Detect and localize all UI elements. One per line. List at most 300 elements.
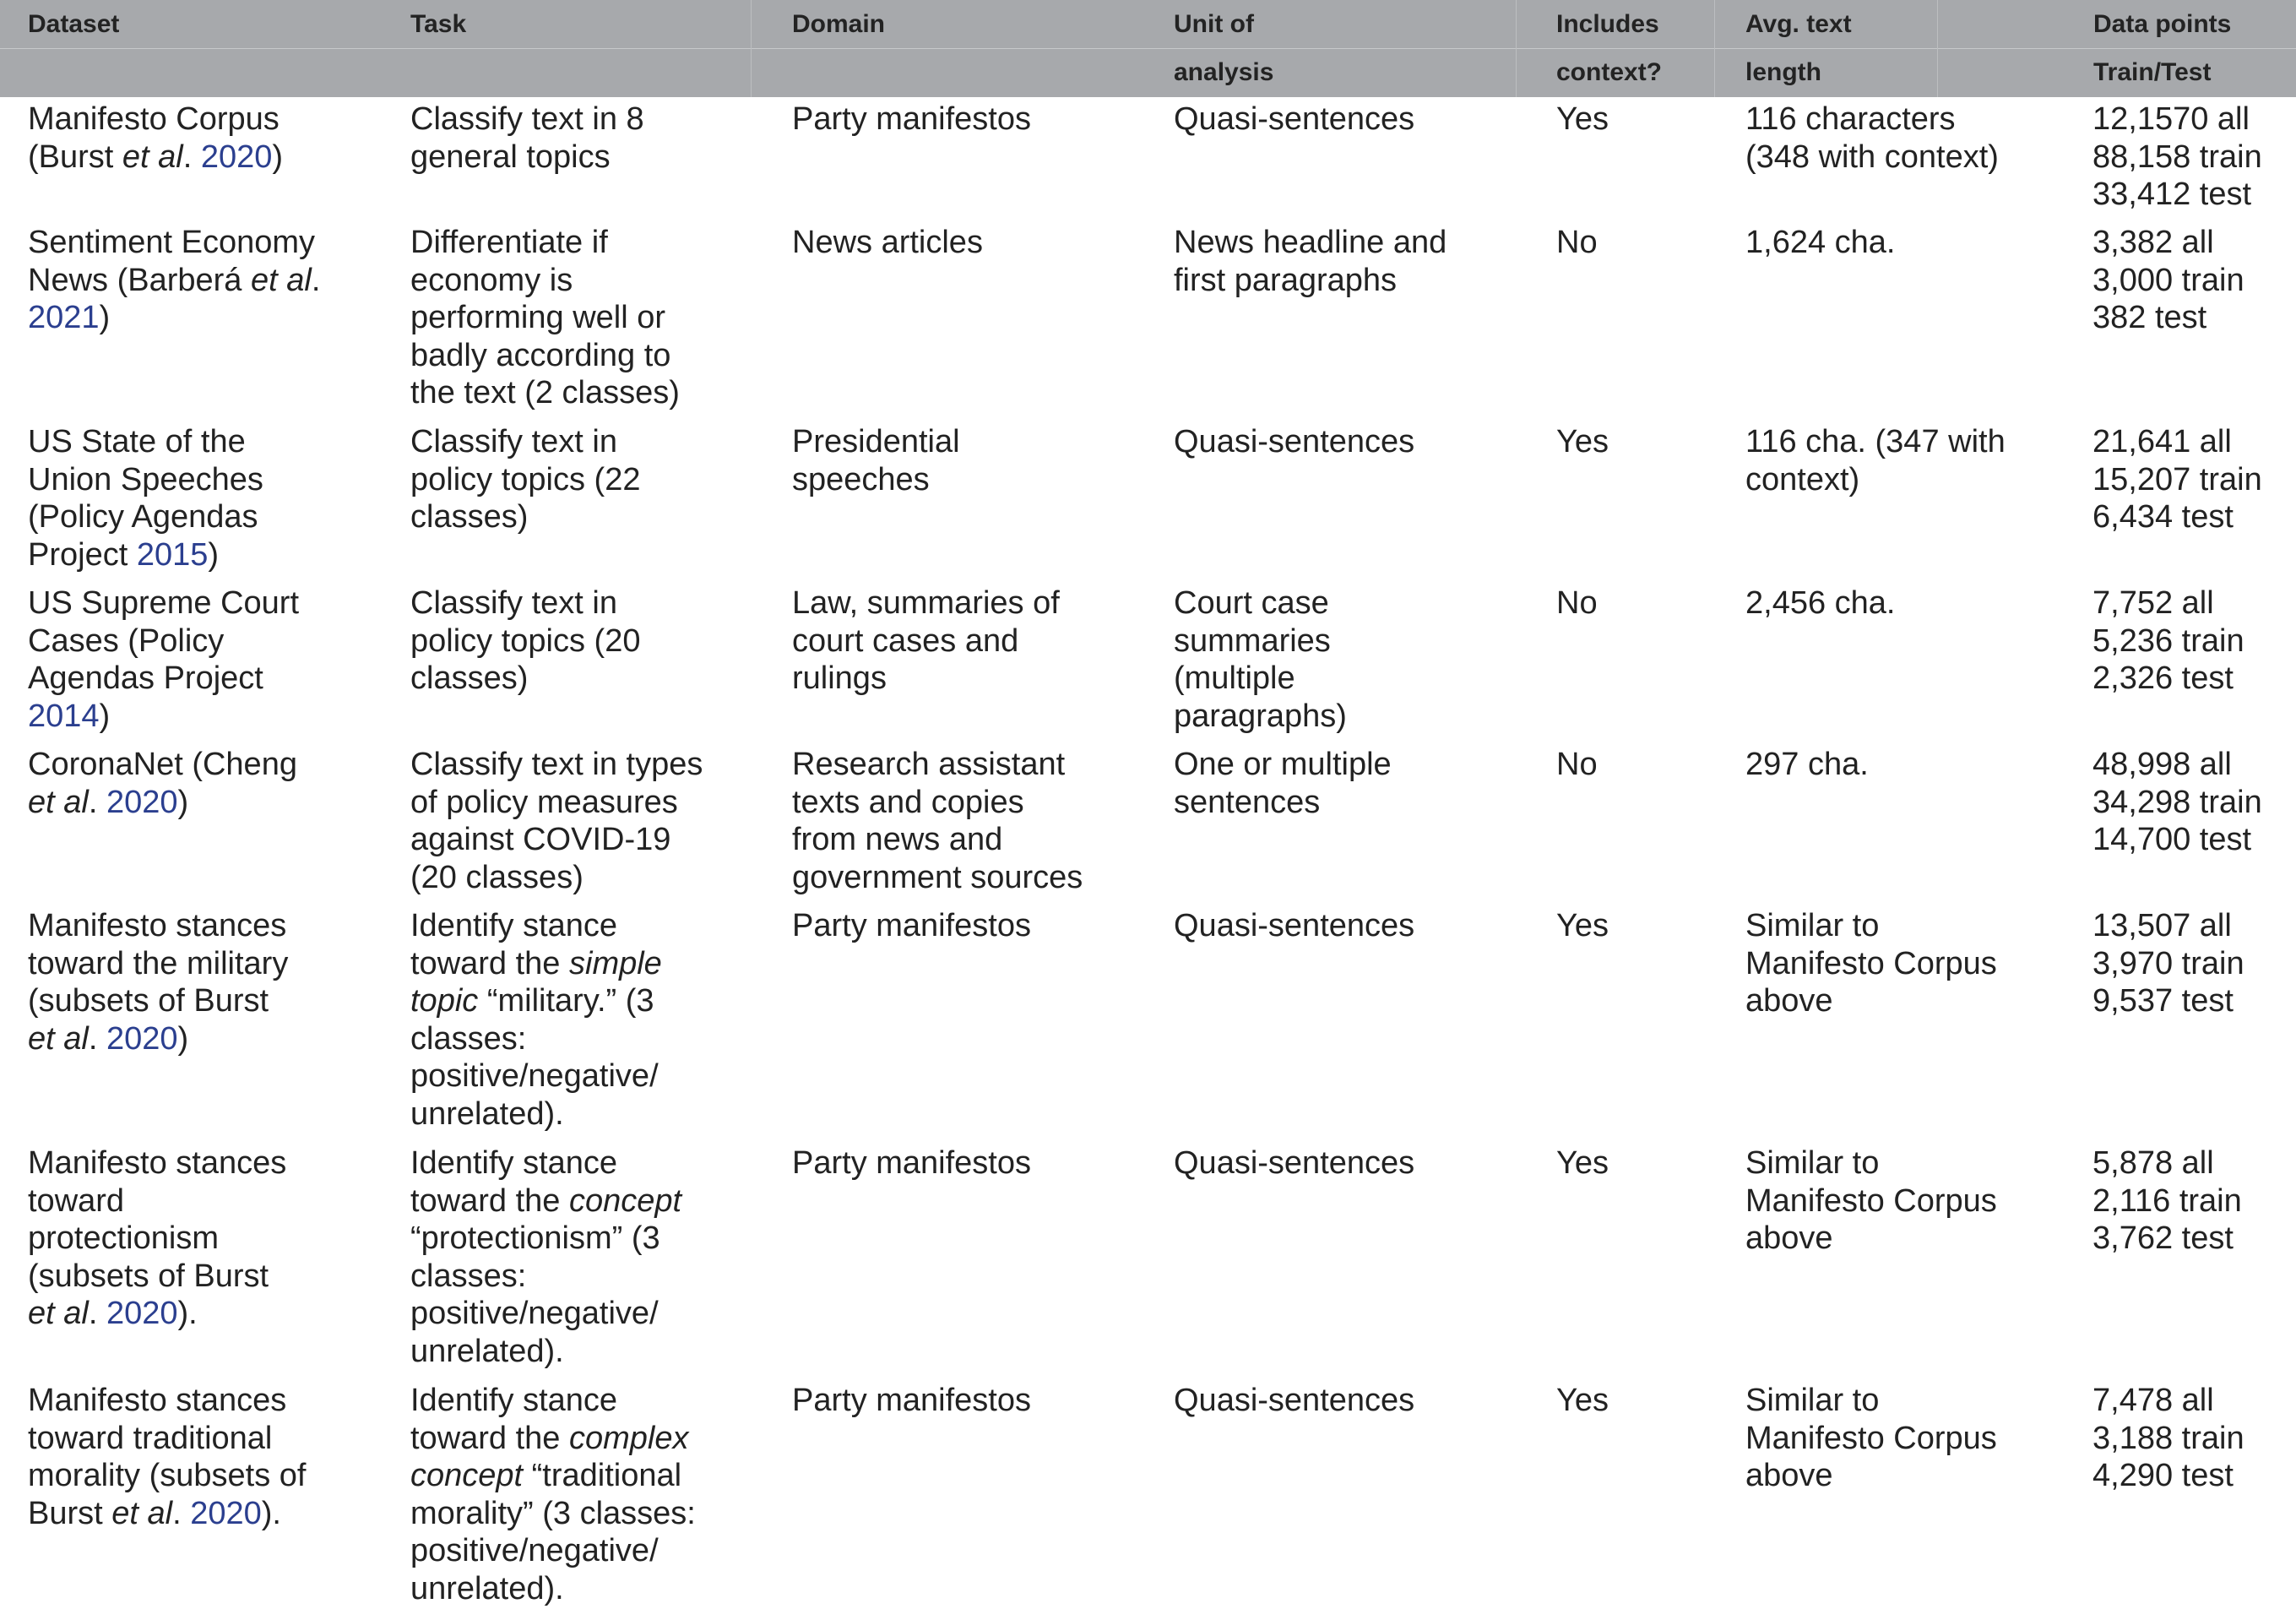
- cell-line: [2092, 423, 2262, 461]
- cell-task: [410, 423, 640, 536]
- cell-text: Burst: [28, 1495, 112, 1531]
- cell-line: [28, 536, 263, 574]
- cell-task: [410, 1144, 681, 1370]
- cell-line: [28, 746, 297, 784]
- cell-line: [410, 374, 680, 412]
- cell-text: toward traditional: [28, 1420, 273, 1456]
- cell-line: [28, 224, 320, 262]
- cell-text: 9,537 test: [2092, 983, 2234, 1019]
- cell-text: Classify text in: [410, 585, 617, 621]
- cell-line: [410, 784, 703, 822]
- table-header: [0, 0, 2296, 97]
- cell-line: [28, 423, 263, 461]
- cell-context: [1556, 423, 1609, 461]
- cell-text: against COVID-19: [410, 822, 671, 857]
- cell-text: 7,752 all: [2092, 585, 2214, 621]
- cell-text: No: [1556, 585, 1598, 621]
- cell-line: [410, 1220, 681, 1258]
- cell-line: [410, 1333, 681, 1371]
- cell-line: [2092, 1420, 2244, 1458]
- cell-text: badly according to: [410, 337, 671, 373]
- cell-length: [1745, 224, 1895, 262]
- cell-text: general topics: [410, 139, 611, 175]
- cell-text: Classify text in: [410, 424, 617, 459]
- cell-text: .: [311, 262, 321, 298]
- cell-text: Cases (Policy: [28, 622, 225, 659]
- cell-dataset: [28, 224, 320, 337]
- cell-text: 34,298 train: [2092, 784, 2262, 820]
- cell-line: [2092, 982, 2244, 1020]
- cell-domain: [792, 907, 1031, 945]
- cell-context: [1556, 1144, 1609, 1182]
- cell-line: [28, 784, 297, 822]
- cell-text: sentences: [1174, 784, 1321, 820]
- cell-text: Party manifestos: [792, 1383, 1031, 1418]
- cell-line: [1556, 1382, 1609, 1420]
- italic-text: et al: [111, 1495, 173, 1531]
- cell-text: 48,998 all: [2092, 747, 2232, 782]
- cell-text: 3,188 train: [2092, 1420, 2244, 1456]
- cell-text: Manifesto stances: [28, 1145, 287, 1181]
- header-label: Dataset: [28, 10, 120, 38]
- cell-text: government sources: [792, 859, 1083, 895]
- cell-dataset: [28, 423, 263, 573]
- cell-line: [410, 461, 640, 499]
- cell-text: 5,878 all: [2092, 1145, 2214, 1181]
- header-label-line2: [410, 48, 466, 96]
- header-label-line2: context?: [1556, 58, 1663, 86]
- cell-line: [410, 859, 703, 897]
- cell-text: context): [1745, 461, 1860, 497]
- cell-text: .: [172, 1495, 191, 1531]
- header-label-line2: [28, 48, 119, 96]
- header-label: Unit of: [1174, 10, 1254, 38]
- cell-text: 3,762 test: [2092, 1220, 2234, 1256]
- cell-length: [1745, 423, 2006, 498]
- cell-text: 3,000 train: [2092, 262, 2244, 298]
- cell-text: from news and: [792, 822, 1003, 857]
- cell-points: [2092, 584, 2244, 698]
- cell-text: .: [88, 1296, 106, 1331]
- header-label-line2: analysis: [1174, 58, 1274, 86]
- cell-text: morality (subsets of: [28, 1458, 307, 1493]
- cell-text: toward the: [410, 1420, 569, 1456]
- cell-line: [1556, 746, 1598, 784]
- cell-text: unrelated).: [410, 1570, 564, 1606]
- cell-line: [410, 337, 680, 375]
- cell-line: [28, 1220, 286, 1258]
- cell-text: News headline and: [1174, 225, 1447, 260]
- cell-text: Classify text in 8: [410, 101, 644, 137]
- cell-text: classes): [410, 660, 529, 696]
- cell-line: [1556, 101, 1609, 139]
- cell-text: first paragraphs: [1174, 262, 1398, 298]
- cell-text: Identify stance: [410, 1145, 618, 1181]
- cell-text: Yes: [1556, 908, 1609, 943]
- header-column-divider: [1714, 0, 1715, 97]
- cell-text: economy is: [410, 262, 573, 298]
- cell-line: [410, 945, 662, 983]
- cell-text: 3,970 train: [2092, 945, 2244, 981]
- cell-text: Research assistant: [792, 747, 1066, 782]
- cell-unit: [1174, 907, 1414, 945]
- cell-line: [410, 299, 680, 337]
- cell-text: US Supreme Court: [28, 585, 300, 621]
- cell-line: [2092, 1382, 2244, 1420]
- cell-domain: [792, 746, 1083, 896]
- cell-length: [1745, 907, 1997, 1020]
- cell-text: (Policy Agendas: [28, 499, 258, 535]
- cell-text: News articles: [792, 225, 983, 260]
- cell-line: [1174, 262, 1447, 300]
- cell-unit: [1174, 423, 1414, 461]
- cell-line: [28, 1258, 286, 1296]
- cell-task: [410, 907, 662, 1133]
- cell-line: [28, 1144, 286, 1182]
- cell-line: [1745, 907, 1997, 945]
- cell-line: [28, 498, 263, 536]
- cell-dataset: [28, 1144, 286, 1333]
- cell-line: [1556, 584, 1598, 622]
- italic-text: complex: [569, 1420, 689, 1456]
- cell-line: [1174, 746, 1392, 784]
- cell-text: Manifesto stances: [28, 908, 287, 943]
- cell-domain: [792, 224, 983, 262]
- cell-dataset: [28, 907, 288, 1057]
- cell-text: Union Speeches: [28, 461, 263, 497]
- citation-year: 2020: [106, 1020, 178, 1057]
- cell-unit: [1174, 1144, 1414, 1182]
- cell-text: Presidential: [792, 424, 960, 459]
- citation-year: 2020: [106, 1296, 178, 1331]
- cell-line: [28, 101, 283, 139]
- cell-text: 33,412 test: [2092, 177, 2252, 212]
- cell-text: 12,1570 all: [2092, 101, 2250, 137]
- cell-text: Manifesto Corpus: [1745, 945, 1997, 981]
- cell-line: [1745, 139, 1999, 177]
- cell-line: [792, 423, 960, 461]
- cell-dataset: [28, 584, 299, 735]
- header-divider: [0, 48, 2296, 49]
- cell-line: [28, 1420, 306, 1458]
- italic-text: et al: [28, 1296, 89, 1331]
- cell-line: [792, 224, 983, 262]
- cell-line: [1174, 1144, 1414, 1182]
- cell-line: [1174, 101, 1414, 139]
- cell-text: 3,382 all: [2092, 225, 2214, 260]
- cell-text: 1,624 cha.: [1745, 225, 1896, 260]
- cell-text: 7,478 all: [2092, 1383, 2214, 1418]
- cell-text: Differentiate if: [410, 225, 608, 260]
- cell-text: speeches: [792, 461, 930, 497]
- cell-text: Party manifestos: [792, 908, 1031, 943]
- cell-text: Party manifestos: [792, 1145, 1031, 1181]
- cell-line: [792, 907, 1031, 945]
- cell-line: [410, 1457, 696, 1495]
- cell-line: [410, 1020, 662, 1058]
- cell-length: [1745, 746, 1869, 784]
- cell-text: ).: [177, 1296, 198, 1331]
- cell-line: [1174, 784, 1392, 822]
- cell-line: [28, 262, 320, 300]
- cell-line: [28, 660, 299, 698]
- cell-line: [410, 1495, 696, 1533]
- cell-line: [410, 423, 640, 461]
- cell-text: toward the military: [28, 945, 289, 981]
- cell-line: [2092, 784, 2262, 822]
- cell-line: [410, 660, 640, 698]
- cell-line: [410, 1182, 681, 1220]
- header-label: Includes: [1556, 10, 1659, 38]
- cell-text: Project: [28, 536, 137, 573]
- cell-unit: [1174, 746, 1392, 821]
- cell-line: [410, 907, 662, 945]
- cell-line: [28, 698, 299, 736]
- cell-length: [1745, 1382, 1997, 1495]
- cell-text: CoronaNet (Cheng: [28, 747, 297, 782]
- header-label: Avg. text: [1745, 10, 1852, 38]
- cell-text: ): [177, 1020, 189, 1057]
- cell-line: [792, 1144, 1031, 1182]
- cell-line: [410, 1095, 662, 1133]
- cell-line: [410, 1532, 696, 1570]
- header-points: [2093, 0, 2231, 96]
- cell-line: [410, 1382, 696, 1420]
- cell-text: summaries: [1174, 622, 1331, 659]
- cell-dataset: [28, 746, 297, 821]
- cell-line: [410, 262, 680, 300]
- cell-line: [410, 224, 680, 262]
- cell-text: policy topics (20: [410, 622, 641, 659]
- cell-line: [1745, 982, 1997, 1020]
- cell-text: Party manifestos: [792, 101, 1031, 137]
- cell-context: [1556, 101, 1609, 139]
- cell-text: of policy measures: [410, 784, 678, 820]
- cell-text: 116 cha. (347 with: [1745, 424, 2006, 459]
- cell-text: (multiple: [1174, 660, 1295, 696]
- cell-line: [1174, 224, 1447, 262]
- cell-line: [2092, 101, 2262, 139]
- cell-context: [1556, 224, 1598, 262]
- cell-text: US State of the: [28, 424, 246, 459]
- cell-line: [792, 1382, 1031, 1420]
- cell-text: Quasi-sentences: [1174, 101, 1415, 137]
- cell-text: 4,290 test: [2092, 1458, 2234, 1493]
- cell-text: 116 characters: [1745, 101, 1956, 137]
- cell-text: Manifesto Corpus: [1745, 1420, 1997, 1456]
- cell-line: [1174, 907, 1414, 945]
- cell-line: [792, 859, 1083, 897]
- cell-text: protectionism: [28, 1220, 219, 1256]
- cell-text: 2,116 train: [2092, 1182, 2242, 1219]
- cell-text: policy topics (22: [410, 461, 641, 497]
- cell-text: Quasi-sentences: [1174, 1145, 1415, 1181]
- italic-text: concept: [410, 1458, 524, 1493]
- cell-text: Manifesto Corpus: [1745, 1182, 1997, 1219]
- cell-points: [2092, 101, 2262, 214]
- cell-domain: [792, 1382, 1031, 1420]
- cell-line: [28, 461, 263, 499]
- cell-line: [792, 821, 1083, 859]
- cell-text: 15,207 train: [2092, 461, 2262, 497]
- cell-domain: [792, 1144, 1031, 1182]
- header-task: [410, 0, 466, 96]
- cell-text: .: [88, 784, 106, 820]
- cell-line: [28, 1495, 306, 1533]
- cell-line: [2092, 821, 2262, 859]
- cell-text: above: [1745, 983, 1833, 1019]
- cell-line: [1174, 1382, 1414, 1420]
- cell-task: [410, 746, 703, 896]
- cell-line: [2092, 498, 2262, 536]
- cell-line: [792, 746, 1083, 784]
- cell-line: [2092, 945, 2244, 983]
- cell-text: “protectionism” (3: [410, 1220, 660, 1256]
- cell-domain: [792, 101, 1031, 139]
- cell-text: positive/negative/: [410, 1296, 659, 1331]
- cell-line: [1174, 622, 1347, 660]
- cell-line: [2092, 660, 2244, 698]
- cell-text: 6,434 test: [2092, 499, 2234, 535]
- cell-line: [792, 784, 1083, 822]
- cell-line: [2092, 1457, 2244, 1495]
- cell-points: [2092, 423, 2262, 536]
- header-column-divider: [751, 0, 752, 97]
- cell-text: above: [1745, 1458, 1833, 1493]
- cell-line: [1745, 1182, 1997, 1220]
- header-label-line2: Train/Test: [2093, 58, 2212, 86]
- cell-line: [410, 622, 640, 660]
- cell-unit: [1174, 101, 1414, 139]
- cell-line: [1174, 423, 1414, 461]
- cell-text: Similar to: [1745, 1145, 1880, 1181]
- cell-line: [1745, 1144, 1997, 1182]
- citation-year: 2015: [136, 536, 209, 573]
- cell-text: (subsets of Burst: [28, 1258, 269, 1294]
- cell-line: [1745, 1382, 1997, 1420]
- cell-task: [410, 584, 640, 698]
- cell-unit: [1174, 1382, 1414, 1420]
- citation-year: 2021: [28, 300, 100, 335]
- cell-text: 297 cha.: [1745, 747, 1869, 782]
- cell-line: [28, 1457, 306, 1495]
- cell-line: [1745, 224, 1895, 262]
- cell-text: (348 with context): [1745, 139, 1999, 175]
- cell-line: [410, 498, 640, 536]
- cell-text: Agendas Project: [28, 660, 263, 696]
- cell-text: .: [182, 139, 201, 175]
- cell-text: Similar to: [1745, 908, 1880, 943]
- cell-line: [410, 1420, 696, 1458]
- cell-line: [410, 139, 644, 177]
- cell-text: court cases and: [792, 622, 1019, 659]
- cell-text: Yes: [1556, 1145, 1609, 1181]
- cell-context: [1556, 746, 1598, 784]
- cell-line: [1556, 224, 1598, 262]
- cell-text: Identify stance: [410, 1383, 618, 1418]
- citation-year: 2020: [190, 1495, 262, 1531]
- cell-unit: [1174, 224, 1447, 299]
- cell-line: [2092, 176, 2262, 214]
- cell-text: toward the: [410, 945, 569, 981]
- header-label: Data points: [2093, 10, 2232, 38]
- header-dataset: [28, 0, 119, 96]
- cell-points: [2092, 1144, 2242, 1258]
- cell-line: [1745, 423, 2006, 461]
- cell-line: [1174, 660, 1347, 698]
- cell-text: Similar to: [1745, 1383, 1880, 1418]
- cell-text: .: [88, 1020, 106, 1057]
- cell-line: [1745, 1420, 1997, 1458]
- cell-line: [2092, 299, 2244, 337]
- cell-line: [28, 1295, 286, 1333]
- cell-text: 382 test: [2092, 300, 2207, 335]
- cell-line: [2092, 1144, 2242, 1182]
- cell-line: [28, 982, 288, 1020]
- cell-line: [2092, 907, 2244, 945]
- cell-line: [28, 1182, 286, 1220]
- cell-line: [28, 299, 320, 337]
- cell-points: [2092, 224, 2244, 337]
- cell-length: [1745, 101, 1999, 176]
- cell-text: ): [99, 698, 111, 734]
- cell-unit: [1174, 584, 1347, 735]
- cell-line: [28, 1382, 306, 1420]
- header-label-line2: [792, 48, 885, 96]
- cell-line: [792, 461, 960, 499]
- citation-year: 2020: [106, 784, 178, 820]
- cell-text: (Burst: [28, 139, 122, 175]
- cell-task: [410, 224, 680, 412]
- header-column-divider: [1516, 0, 1517, 97]
- header-label-line2: length: [1745, 58, 1821, 86]
- cell-domain: [792, 423, 960, 498]
- cell-line: [2092, 224, 2244, 262]
- cell-context: [1556, 907, 1609, 945]
- citation-year: 2014: [28, 698, 100, 734]
- cell-text: paragraphs): [1174, 698, 1347, 734]
- cell-dataset: [28, 101, 283, 176]
- cell-text: Manifesto Corpus: [28, 101, 280, 137]
- cell-text: (subsets of Burst: [28, 983, 269, 1019]
- cell-task: [410, 1382, 696, 1607]
- cell-text: classes): [410, 499, 529, 535]
- cell-line: [1745, 101, 1999, 139]
- cell-line: [410, 746, 703, 784]
- citation-year: 2020: [200, 139, 273, 175]
- cell-domain: [792, 584, 1060, 698]
- cell-text: above: [1745, 1220, 1833, 1256]
- cell-text: Manifesto stances: [28, 1383, 287, 1418]
- cell-text: rulings: [792, 660, 887, 696]
- cell-line: [792, 101, 1031, 139]
- cell-text: “military.” (3: [478, 983, 654, 1019]
- cell-line: [1556, 423, 1609, 461]
- cell-line: [410, 1258, 681, 1296]
- cell-text: ): [272, 139, 284, 175]
- italic-text: et al: [250, 262, 312, 298]
- cell-text: morality” (3 classes:: [410, 1495, 696, 1531]
- cell-text: One or multiple: [1174, 747, 1392, 782]
- cell-line: [28, 622, 299, 660]
- cell-text: “traditional: [523, 1458, 682, 1493]
- header-column-divider: [1937, 0, 1938, 97]
- cell-text: (20 classes): [410, 859, 583, 895]
- cell-points: [2092, 1382, 2244, 1495]
- cell-line: [28, 139, 283, 177]
- cell-line: [410, 1295, 681, 1333]
- cell-line: [2092, 746, 2262, 784]
